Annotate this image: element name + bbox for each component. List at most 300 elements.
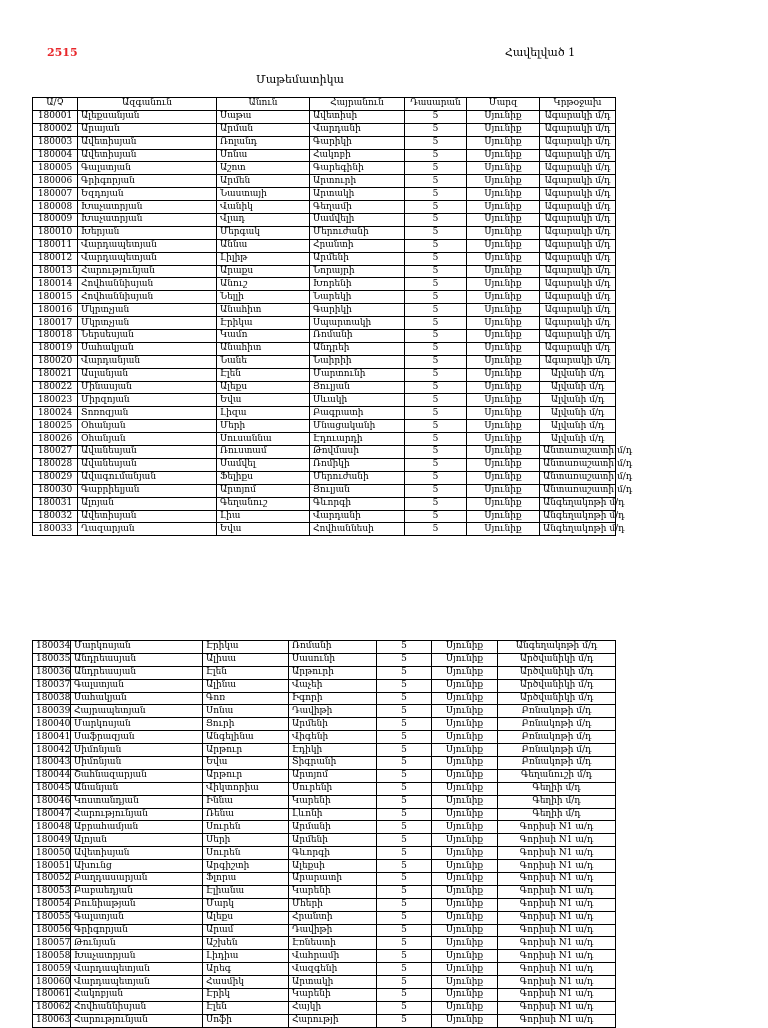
cell-region: Սյունիք: [467, 510, 540, 523]
cell-last-name: Խաչատրյան: [78, 201, 217, 214]
cell-first-name: Սուսաննա: [217, 433, 310, 446]
cell-patronymic: Լևոնի: [289, 808, 377, 821]
cell-first-name: Անգելինա: [203, 731, 289, 744]
cell-patronymic: Դավիթի: [289, 924, 377, 937]
cell-patronymic: Էդուարդի: [310, 433, 405, 446]
cell-school: Ագարակի մ/դ: [540, 136, 616, 149]
cell-patronymic: Էդիկի: [289, 744, 377, 757]
table-row: [33, 808, 616, 821]
cell-last-name: Մարկոսյան: [71, 718, 203, 731]
cell-patronymic: Տիգրանի: [289, 757, 377, 770]
cell-last-name: Վարդապետյան: [78, 252, 217, 265]
table-row: [33, 885, 616, 898]
cell-region: Սյունիք: [432, 757, 498, 770]
cell-number: 180055: [33, 911, 71, 924]
cell-number: 180044: [33, 769, 71, 782]
cell-number: 180025: [33, 420, 78, 433]
cell-last-name: Մկրտչյան: [78, 304, 217, 317]
col-header-last-name: Ազգանուն: [78, 98, 217, 111]
cell-patronymic: Գարեգինի: [310, 162, 405, 175]
table-row: [33, 136, 616, 149]
cell-number: 180008: [33, 201, 78, 214]
cell-patronymic: Գեղամի: [310, 201, 405, 214]
cell-first-name: Էրիկա: [203, 641, 289, 654]
cell-patronymic: Վազգենի: [289, 963, 377, 976]
table-row: [33, 769, 616, 782]
cell-number: 180005: [33, 162, 78, 175]
cell-number: 180013: [33, 265, 78, 278]
table-row: [33, 510, 616, 523]
cell-school: Գորիսի N1 ա/դ: [498, 860, 616, 873]
cell-region: Սյունիք: [432, 666, 498, 679]
cell-patronymic: Արտակի: [289, 976, 377, 989]
cell-grade: 5: [377, 976, 432, 989]
cell-school: Ագարակի մ/դ: [540, 239, 616, 252]
cell-school: Արծվանիկի մ/դ: [498, 666, 616, 679]
cell-number: 180049: [33, 834, 71, 847]
table-row: [33, 162, 616, 175]
cell-first-name: Նելլի: [217, 291, 310, 304]
cell-region: Սյունիք: [467, 317, 540, 330]
cell-first-name: Նանե: [217, 355, 310, 368]
table-row: [33, 989, 616, 1002]
table-row: [33, 201, 616, 214]
cell-number: 180042: [33, 744, 71, 757]
cell-region: Սյունիք: [432, 769, 498, 782]
cell-grade: 5: [377, 731, 432, 744]
cell-last-name: Սիմոնյան: [71, 744, 203, 757]
cell-patronymic: Ռոմիկի: [310, 458, 405, 471]
cell-school: Ագարակի մ/դ: [540, 291, 616, 304]
cell-patronymic: Նորայրի: [310, 265, 405, 278]
cell-last-name: Հարությունյան: [78, 265, 217, 278]
cell-grade: 5: [377, 860, 432, 873]
cell-last-name: Հարությունյան: [71, 808, 203, 821]
cell-patronymic: Հայկի: [289, 1001, 377, 1014]
cell-last-name: Վարդանյան: [78, 355, 217, 368]
cell-last-name: Ալոյան: [78, 497, 217, 510]
cell-number: 180050: [33, 847, 71, 860]
cell-last-name: Ներսեսյան: [78, 330, 217, 343]
cell-first-name: Ցուրի: [203, 718, 289, 731]
cell-grade: 5: [377, 782, 432, 795]
cell-patronymic: Մարտունի: [310, 368, 405, 381]
cell-number: 180018: [33, 330, 78, 343]
cell-school: Ագարակի մ/դ: [540, 265, 616, 278]
cell-first-name: Գեղանուշ: [217, 497, 310, 510]
cell-last-name: Գրիգորյան: [71, 924, 203, 937]
cell-number: 180061: [33, 989, 71, 1002]
cell-region: Սյունիք: [432, 898, 498, 911]
cell-region: Սյունիք: [432, 653, 498, 666]
cell-first-name: Եվա: [203, 757, 289, 770]
cell-school: Գեղիի մ/դ: [498, 782, 616, 795]
cell-patronymic: Հովհաննեսի: [310, 523, 405, 536]
cell-school: Ագարակի մ/դ: [540, 330, 616, 343]
cell-last-name: Վարդապետյան: [71, 976, 203, 989]
cell-school: Արծվանիկի մ/դ: [498, 692, 616, 705]
cell-number: 180030: [33, 484, 78, 497]
cell-number: 180010: [33, 226, 78, 239]
table-row: [33, 278, 616, 291]
cell-patronymic: Ավետիսի: [310, 110, 405, 123]
cell-school: Գեղիի մ/դ: [498, 808, 616, 821]
cell-region: Սյունիք: [467, 252, 540, 265]
cell-number: 180027: [33, 446, 78, 459]
cell-patronymic: Ռոմանի: [310, 330, 405, 343]
cell-school: Անգեղակոթի մ/դ: [540, 497, 616, 510]
cell-last-name: Արայան: [78, 123, 217, 136]
cell-first-name: Աշոտ: [217, 162, 310, 175]
cell-last-name: Սիմոնյան: [71, 757, 203, 770]
cell-region: Սյունիք: [467, 523, 540, 536]
cell-region: Սյունիք: [467, 214, 540, 227]
cell-last-name: Տոռոզյան: [78, 407, 217, 420]
cell-first-name: Սաթա: [217, 110, 310, 123]
cell-last-name: Գաբրիելյան: [78, 484, 217, 497]
cell-patronymic: Թովմասի: [310, 446, 405, 459]
cell-patronymic: Մհերի: [289, 898, 377, 911]
cell-patronymic: Դավիթի: [289, 705, 377, 718]
cell-grade: 5: [377, 666, 432, 679]
cell-grade: 5: [377, 937, 432, 950]
cell-patronymic: Յուլյան: [310, 484, 405, 497]
cell-first-name: Մարկ: [203, 898, 289, 911]
cell-patronymic: Ալեքսի: [289, 860, 377, 873]
col-header-patronymic: Հայրանուն: [310, 98, 405, 111]
table-header-row: [33, 98, 616, 111]
students-table-part-1: [32, 97, 633, 536]
cell-school: Ագարակի մ/դ: [540, 304, 616, 317]
cell-grade: 5: [405, 175, 467, 188]
cell-patronymic: Սևակի: [310, 394, 405, 407]
cell-patronymic: Արմենի: [289, 718, 377, 731]
cell-number: 180021: [33, 368, 78, 381]
cell-grade: 5: [377, 834, 432, 847]
cell-region: Սյունիք: [432, 718, 498, 731]
cell-last-name: Անդրեասյան: [71, 653, 203, 666]
cell-last-name: Գալստյան: [78, 162, 217, 175]
cell-region: Սյունիք: [432, 1014, 498, 1027]
cell-region: Սյունիք: [432, 834, 498, 847]
cell-first-name: Աննա: [217, 239, 310, 252]
table-row: [33, 653, 616, 666]
cell-grade: 5: [405, 265, 467, 278]
cell-school: Գորիսի N1 ա/դ: [498, 937, 616, 950]
table-row: [33, 834, 616, 847]
cell-grade: 5: [405, 420, 467, 433]
cell-school: Ագարակի մ/դ: [540, 214, 616, 227]
cell-school: Անտառաշատի մ/դ: [540, 471, 616, 484]
cell-number: 180011: [33, 239, 78, 252]
cell-last-name: Գալստյան: [71, 679, 203, 692]
cell-number: 180023: [33, 394, 78, 407]
cell-patronymic: Արտուրի: [310, 175, 405, 188]
cell-number: 180007: [33, 188, 78, 201]
cell-school: Գորիսի N1 ա/դ: [498, 821, 616, 834]
cell-number: 180056: [33, 924, 71, 937]
cell-school: Ագարակի մ/դ: [540, 149, 616, 162]
cell-last-name: Հայրապետյան: [71, 705, 203, 718]
table-row: [33, 188, 616, 201]
cell-first-name: Աշխեն: [203, 937, 289, 950]
table-row: [33, 718, 616, 731]
cell-number: 180028: [33, 458, 78, 471]
cell-last-name: Գալստյան: [71, 911, 203, 924]
cell-region: Սյունիք: [467, 381, 540, 394]
cell-first-name: Արման: [217, 123, 310, 136]
cell-first-name: Եվա: [217, 523, 310, 536]
cell-patronymic: Վարդանի: [310, 123, 405, 136]
cell-first-name: Սոֆի: [203, 1014, 289, 1027]
cell-grade: 5: [405, 226, 467, 239]
table-row: [33, 523, 616, 536]
cell-last-name: Մարկոսյան: [71, 641, 203, 654]
cell-number: 180014: [33, 278, 78, 291]
cell-first-name: Արտյոմ: [217, 484, 310, 497]
cell-grade: 5: [405, 497, 467, 510]
table-row: [33, 847, 616, 860]
cell-grade: 5: [405, 149, 467, 162]
cell-number: 180037: [33, 679, 71, 692]
cell-region: Սյունիք: [467, 368, 540, 381]
cell-last-name: Ալոյան: [71, 834, 203, 847]
cell-region: Սյունիք: [432, 860, 498, 873]
cell-grade: 5: [405, 201, 467, 214]
cell-last-name: Ավետիսյան: [78, 136, 217, 149]
cell-number: 180060: [33, 976, 71, 989]
cell-number: 180040: [33, 718, 71, 731]
cell-school: Բռնակոթի մ/դ: [498, 731, 616, 744]
cell-first-name: Նաստայի: [217, 188, 310, 201]
cell-last-name: Ավետիսյան: [78, 510, 217, 523]
cell-number: 180054: [33, 898, 71, 911]
cell-school: Ալվանի մ/դ: [540, 394, 616, 407]
cell-patronymic: Արմենի: [289, 834, 377, 847]
cell-first-name: Եվա: [217, 394, 310, 407]
table-row: [33, 446, 616, 459]
cell-last-name: Բաբաեդյան: [71, 885, 203, 898]
cell-school: Անգեղակոթի մ/դ: [540, 510, 616, 523]
cell-first-name: Վանիկ: [217, 201, 310, 214]
cell-patronymic: Արտյոմ: [289, 769, 377, 782]
cell-number: 180057: [33, 937, 71, 950]
cell-first-name: Ռենա: [203, 808, 289, 821]
cell-last-name: Օհանյան: [78, 433, 217, 446]
cell-region: Սյունիք: [432, 705, 498, 718]
cell-grade: 5: [405, 381, 467, 394]
table-row: [33, 381, 616, 394]
table-row: [33, 860, 616, 873]
table-row: [33, 123, 616, 136]
cell-region: Սյունիք: [467, 162, 540, 175]
cell-grade: 5: [405, 446, 467, 459]
cell-last-name: Մինասյան: [78, 381, 217, 394]
table-row: [33, 924, 616, 937]
cell-grade: 5: [377, 757, 432, 770]
cell-region: Սյունիք: [432, 989, 498, 1002]
cell-grade: 5: [377, 989, 432, 1002]
cell-patronymic: Բագրատի: [310, 407, 405, 420]
cell-last-name: Ավետիսյան: [78, 149, 217, 162]
table-row: [33, 433, 616, 446]
cell-number: 180019: [33, 342, 78, 355]
cell-region: Սյունիք: [432, 963, 498, 976]
cell-last-name: Խերյան: [78, 226, 217, 239]
cell-patronymic: Արարատի: [289, 873, 377, 886]
cell-patronymic: Սասունի: [289, 653, 377, 666]
cell-number: 180053: [33, 885, 71, 898]
cell-number: 180009: [33, 214, 78, 227]
cell-number: 180036: [33, 666, 71, 679]
cell-number: 180041: [33, 731, 71, 744]
cell-number: 180031: [33, 497, 78, 510]
cell-grade: 5: [405, 458, 467, 471]
cell-last-name: Աբրահամյան: [71, 821, 203, 834]
cell-number: 180034: [33, 641, 71, 654]
annex-label: Հավելված 1: [504, 46, 576, 59]
cell-number: 180043: [33, 757, 71, 770]
cell-school: Ագարակի մ/դ: [540, 123, 616, 136]
cell-region: Սյունիք: [467, 136, 540, 149]
cell-school: Գորիսի N1 ա/դ: [498, 1001, 616, 1014]
cell-region: Սյունիք: [467, 188, 540, 201]
table-row: [33, 692, 616, 705]
cell-first-name: Էլիանա: [203, 885, 289, 898]
cell-region: Սյունիք: [467, 446, 540, 459]
cell-school: Գորիսի N1 ա/դ: [498, 847, 616, 860]
table-row: [33, 976, 616, 989]
cell-grade: 5: [377, 744, 432, 757]
cell-region: Սյունիք: [432, 950, 498, 963]
cell-patronymic: Վահրամի: [289, 950, 377, 963]
cell-last-name: Մկրտչյան: [78, 317, 217, 330]
cell-region: Սյունիք: [432, 873, 498, 886]
cell-number: 180006: [33, 175, 78, 188]
table-row: [33, 368, 616, 381]
cell-number: 180029: [33, 471, 78, 484]
cell-patronymic: Կարենի: [289, 885, 377, 898]
cell-grade: 5: [377, 1014, 432, 1027]
cell-school: Բռնակոթի մ/դ: [498, 744, 616, 757]
cell-last-name: Սաֆրազյան: [71, 731, 203, 744]
cell-region: Սյունիք: [432, 821, 498, 834]
cell-last-name: Հակոբյան: [71, 989, 203, 1002]
cell-school: Ալվանի մ/դ: [540, 407, 616, 420]
cell-grade: 5: [405, 278, 467, 291]
cell-last-name: Վարդապետյան: [78, 239, 217, 252]
cell-school: Արծվանիկի մ/դ: [498, 679, 616, 692]
cell-number: 180059: [33, 963, 71, 976]
cell-grade: 5: [377, 653, 432, 666]
cell-grade: 5: [377, 679, 432, 692]
subject-title: Մաթեմատիկա: [256, 73, 344, 86]
cell-patronymic: Հարությի: [289, 1014, 377, 1027]
table-row: [33, 175, 616, 188]
cell-last-name: Կոստանդյան: [71, 795, 203, 808]
table-row: [33, 330, 616, 343]
cell-patronymic: Սպարտակի: [310, 317, 405, 330]
cell-first-name: Կամո: [217, 330, 310, 343]
cell-first-name: Ալինա: [203, 679, 289, 692]
cell-first-name: Անուշ: [217, 278, 310, 291]
cell-grade: 5: [405, 523, 467, 536]
cell-grade: 5: [405, 304, 467, 317]
cell-first-name: Ռուստամ: [217, 446, 310, 459]
cell-grade: 5: [405, 214, 467, 227]
cell-grade: 5: [405, 394, 467, 407]
table-row: [33, 963, 616, 976]
cell-last-name: Բունիաթյան: [71, 898, 203, 911]
cell-grade: 5: [377, 898, 432, 911]
cell-number: 180016: [33, 304, 78, 317]
cell-number: 180020: [33, 355, 78, 368]
table-row: [33, 731, 616, 744]
cell-school: Գորիսի N1 ա/դ: [498, 924, 616, 937]
cell-region: Սյունիք: [467, 394, 540, 407]
cell-grade: 5: [377, 795, 432, 808]
cell-region: Սյունիք: [432, 782, 498, 795]
cell-grade: 5: [377, 718, 432, 731]
cell-region: Սյունիք: [467, 304, 540, 317]
cell-school: Բռնակոթի մ/դ: [498, 718, 616, 731]
table-row: [33, 679, 616, 692]
cell-patronymic: Գևորգի: [289, 847, 377, 860]
cell-first-name: Սերի: [203, 834, 289, 847]
cell-region: Սյունիք: [467, 291, 540, 304]
table-row: [33, 782, 616, 795]
cell-grade: 5: [377, 924, 432, 937]
col-header-region: Մարզ: [467, 98, 540, 111]
cell-region: Սյունիք: [467, 330, 540, 343]
table-row: [33, 705, 616, 718]
cell-region: Սյունիք: [432, 937, 498, 950]
cell-number: 180004: [33, 149, 78, 162]
cell-number: 180052: [33, 873, 71, 886]
cell-last-name: Շահնազարյան: [71, 769, 203, 782]
cell-patronymic: Մերուժանի: [310, 226, 405, 239]
cell-patronymic: Սուրենի: [289, 782, 377, 795]
cell-number: 180002: [33, 123, 78, 136]
cell-first-name: Ռոլանդ: [217, 136, 310, 149]
cell-first-name: Արգիշտի: [203, 860, 289, 873]
table-row: [33, 471, 616, 484]
cell-school: Ագարակի մ/դ: [540, 110, 616, 123]
cell-region: Սյունիք: [467, 110, 540, 123]
cell-first-name: Ալեքս: [203, 911, 289, 924]
cell-patronymic: Նարեկի: [310, 291, 405, 304]
col-header-first-name: Անուն: [217, 98, 310, 111]
cell-last-name: Վարդապետյան: [71, 963, 203, 976]
cell-first-name: Մերի: [217, 420, 310, 433]
cell-first-name: Սամվել: [217, 458, 310, 471]
cell-last-name: Սահակյան: [71, 692, 203, 705]
cell-grade: 5: [377, 808, 432, 821]
cell-grade: 5: [405, 239, 467, 252]
cell-first-name: Լիզա: [217, 407, 310, 420]
cell-school: Ագարակի մ/դ: [540, 252, 616, 265]
cell-first-name: Իննա: [203, 795, 289, 808]
cell-patronymic: Հրանտի: [289, 911, 377, 924]
cell-last-name: Ախունց: [71, 860, 203, 873]
table-row: [33, 110, 616, 123]
cell-first-name: Արթուր: [203, 769, 289, 782]
cell-first-name: Մերգակ: [217, 226, 310, 239]
cell-school: Արծվանիկի մ/դ: [498, 653, 616, 666]
cell-school: Գեղիի մ/դ: [498, 795, 616, 808]
cell-region: Սյունիք: [467, 175, 540, 188]
cell-last-name: Հովհաննիսյան: [78, 291, 217, 304]
